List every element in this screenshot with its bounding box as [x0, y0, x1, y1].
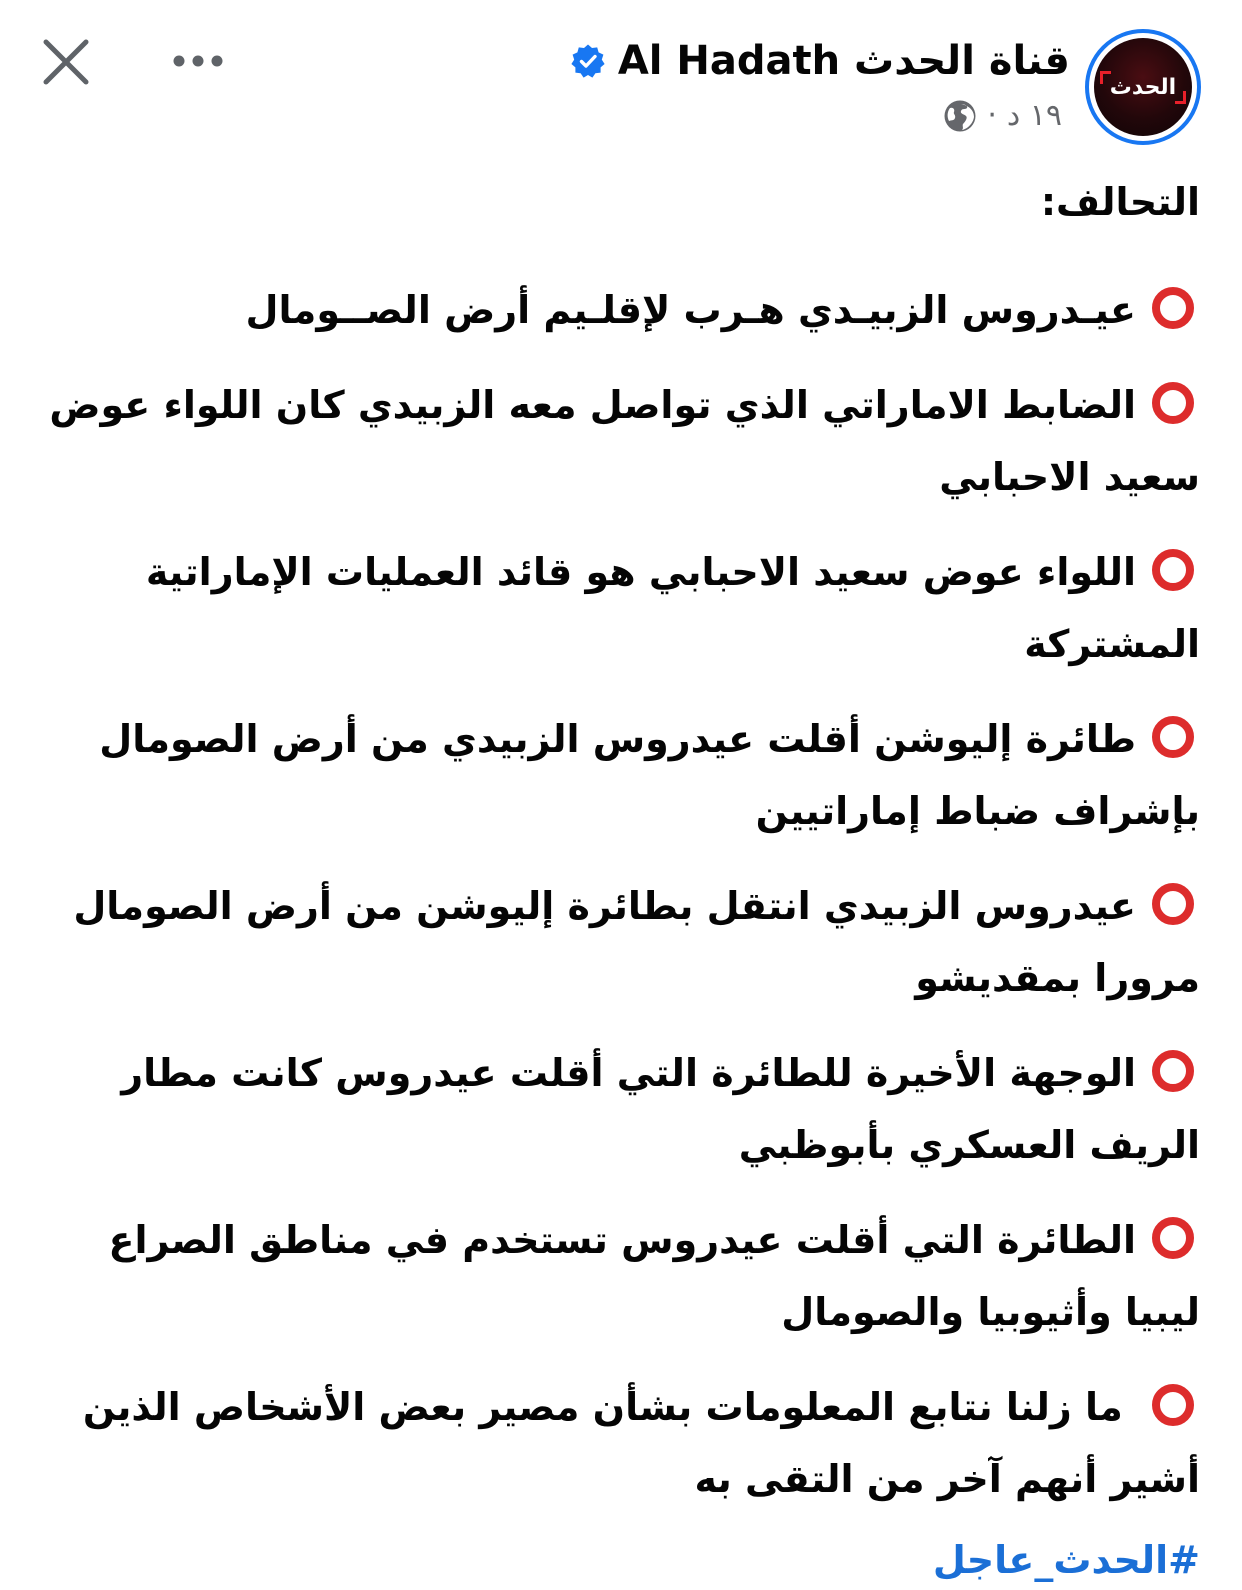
red-circle-icon — [1152, 1217, 1194, 1259]
list-item — [24, 536, 1200, 680]
list-item-text: ما زلنا نتابع المعلومات بشأن مصير بعض الأشخاص الذين أشير أنهم آخر من التقى به — [82, 1385, 1200, 1501]
list-item-text: الضابط الاماراتي الذي تواصل معه الزبيدي كان اللواء عوض سعيد الاحبابي — [49, 383, 1200, 499]
hashtag-link[interactable]: #الحدث_عاجل — [932, 1538, 1200, 1582]
avatar-logo-text: الحدث — [1109, 74, 1177, 100]
red-circle-icon — [1152, 549, 1194, 591]
list-item — [24, 369, 1200, 513]
list-item-text: عيدروس الزبيدي انتقل بطائرة إليوشن من أرض الصومال مرورا بمقديشو — [73, 884, 1200, 1000]
post-meta — [943, 98, 1062, 133]
meta-separator: · — [987, 98, 997, 133]
avatar-logo-bg — [1094, 38, 1192, 136]
close-button[interactable] — [38, 34, 94, 90]
post-body — [24, 172, 1200, 1590]
post-intro: التحالف: — [1040, 180, 1200, 224]
list-item-text: الطائرة التي أقلت عيدروس تستخدم في مناطق الصراع ليبيا وأثيوبيا والصومال — [108, 1218, 1200, 1334]
list-item — [24, 274, 1200, 346]
list-item — [24, 1371, 1200, 1515]
page-avatar[interactable] — [1085, 29, 1201, 145]
close-icon — [41, 37, 91, 87]
red-circle-icon — [1152, 716, 1194, 758]
red-circle-icon — [1152, 382, 1194, 424]
verified-badge-icon — [570, 43, 606, 79]
list-item — [24, 703, 1200, 847]
red-circle-icon — [1152, 287, 1194, 329]
more-horizontal-icon — [172, 54, 224, 68]
list-item-text: اللواء عوض سعيد الاحبابي هو قائد العمليات الإماراتية المشتركة — [145, 550, 1200, 666]
globe-icon — [943, 99, 977, 133]
list-item — [24, 1204, 1200, 1348]
avatar-logo — [1102, 73, 1184, 102]
red-circle-icon — [1152, 883, 1194, 925]
page-name-row[interactable] — [570, 38, 1070, 84]
page-name[interactable]: قناة الحدث Al Hadath — [617, 38, 1070, 84]
red-circle-icon — [1152, 1050, 1194, 1092]
list-item-text: طائرة إليوشن أقلت عيدروس الزبيدي من أرض الصومال بإشراف ضباط إماراتيين — [99, 717, 1200, 833]
list-item — [24, 870, 1200, 1014]
list-item-text: عيـدروس الزبيـدي هـرب لإقلـيم أرض الصــومال — [245, 288, 1136, 332]
post-header — [0, 0, 1242, 170]
red-circle-icon — [1152, 1384, 1194, 1426]
list-item-text: الوجهة الأخيرة للطائرة التي أقلت عيدروس كانت مطار الريف العسكري بأبوظبي — [121, 1051, 1200, 1167]
post-time[interactable]: ١٩ د — [1006, 98, 1062, 133]
list-item — [24, 1037, 1200, 1181]
more-options-button[interactable] — [166, 36, 230, 86]
